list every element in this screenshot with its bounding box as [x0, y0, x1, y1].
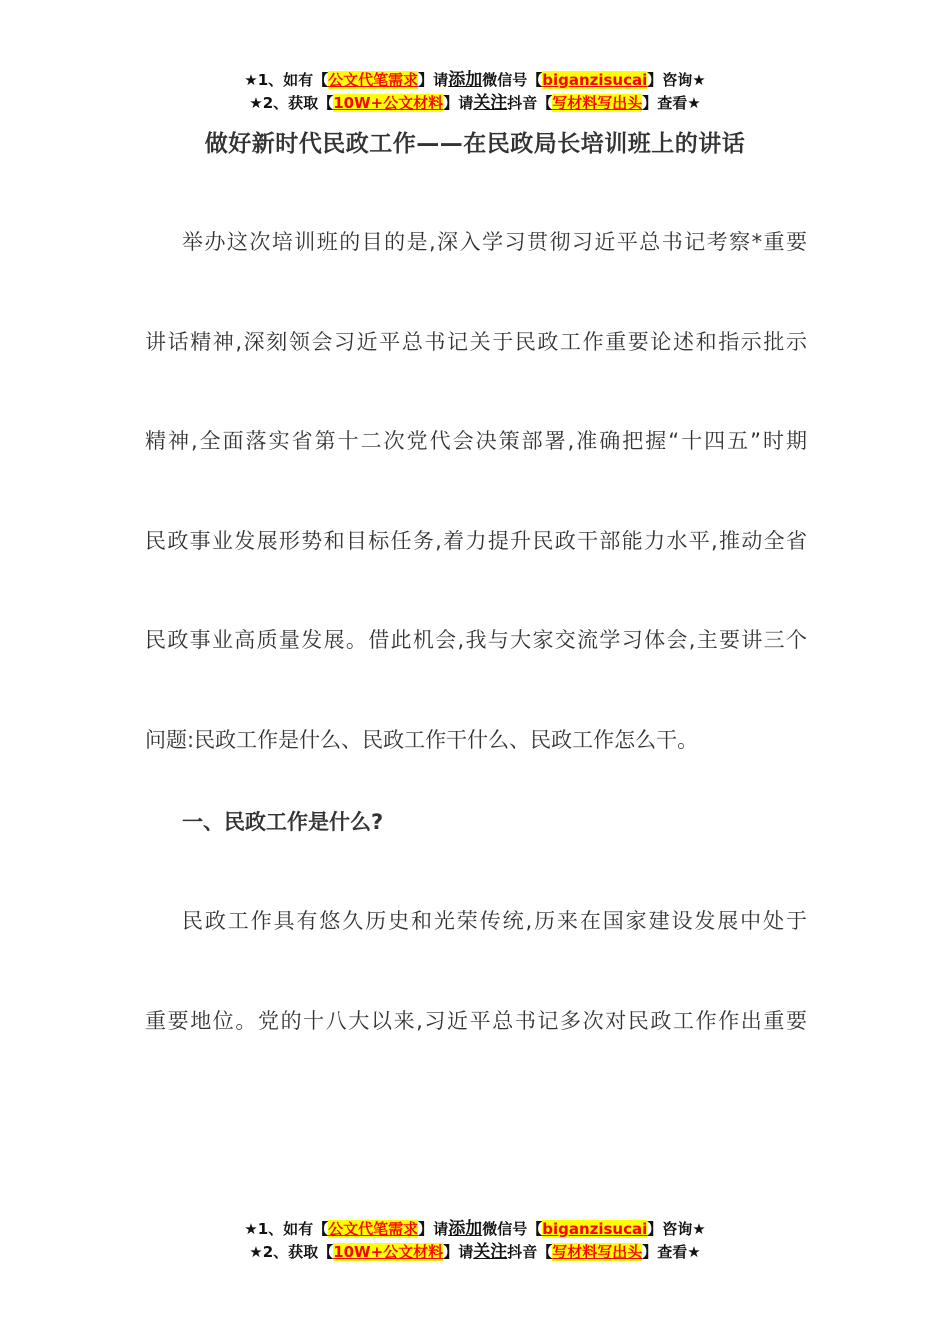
notice-highlight: 公文代笔需求	[328, 71, 419, 89]
paragraph-line: 举办这次培训班的目的是,深入学习贯彻习近平总书记考察*重要	[182, 230, 807, 254]
notice-text: 】请	[443, 1243, 474, 1261]
notice-emphasis: 添加	[448, 1219, 483, 1239]
notice-text: ★2、获取【	[249, 1243, 334, 1261]
paragraph-line: 问题:民政工作是什么、民政工作干什么、民政工作怎么干。	[145, 727, 699, 752]
footer-notice	[0, 1218, 950, 1264]
notice-highlight: 10W+公文材料	[333, 94, 444, 112]
notice-emphasis: 关注	[473, 93, 508, 113]
notice-line-2	[0, 1241, 950, 1264]
notice-text: 】请	[443, 94, 474, 112]
notice-line-1	[0, 69, 950, 92]
header-notice	[0, 69, 950, 115]
notice-text: 】请	[418, 71, 449, 89]
paragraph-line: 民政事业发展形势和目标任务,着力提升民政干部能力水平,推动全省	[145, 528, 807, 553]
notice-highlight: 10W+公文材料	[333, 1243, 444, 1261]
notice-text: ★1、如有【	[244, 71, 329, 89]
paragraph-line: 讲话精神,深刻领会习近平总书记关于民政工作重要论述和指示批示	[145, 329, 807, 354]
paragraph-line: 重要地位。党的十八大以来,习近平总书记多次对民政工作作出重要	[145, 1008, 807, 1033]
notice-text: 】请	[418, 1220, 449, 1238]
notice-wechat-id: biganzisucai	[542, 71, 648, 89]
notice-text: 】咨询★	[647, 71, 706, 89]
paragraph-line: 精神,全面落实省第十二次党代会决策部署,准确把握“十四五”时期	[145, 429, 807, 453]
notice-douyin-id: 写材料写出头	[552, 1243, 643, 1261]
notice-wechat-id: biganzisucai	[542, 1220, 648, 1238]
notice-text: 微信号【	[482, 1220, 543, 1238]
paragraph-line: 民政工作具有悠久历史和光荣传统,历来在国家建设发展中处于	[182, 909, 807, 933]
notice-douyin-id: 写材料写出头	[552, 94, 643, 112]
notice-highlight: 公文代笔需求	[328, 1220, 419, 1238]
notice-text: 】查看★	[642, 1243, 701, 1261]
section1-paragraph	[145, 872, 807, 1071]
notice-line-1	[0, 1218, 950, 1241]
notice-text: ★1、如有【	[244, 1220, 329, 1238]
notice-text: 微信号【	[482, 71, 543, 89]
notice-text: ★2、获取【	[249, 94, 334, 112]
notice-emphasis: 添加	[448, 70, 483, 90]
notice-text: 抖音【	[507, 94, 553, 112]
notice-emphasis: 关注	[473, 1242, 508, 1262]
notice-text: 】咨询★	[647, 1220, 706, 1238]
intro-paragraph	[145, 193, 807, 790]
section-heading: 一、民政工作是什么?	[182, 810, 384, 834]
section-heading-container	[145, 773, 807, 873]
notice-text: 抖音【	[507, 1243, 553, 1261]
paragraph-line: 民政事业高质量发展。借此机会,我与大家交流学习体会,主要讲三个	[145, 628, 807, 652]
notice-text: 】查看★	[642, 94, 701, 112]
notice-line-2	[0, 92, 950, 115]
document-title: 做好新时代民政工作——在民政局长培训班上的讲话	[204, 131, 746, 157]
